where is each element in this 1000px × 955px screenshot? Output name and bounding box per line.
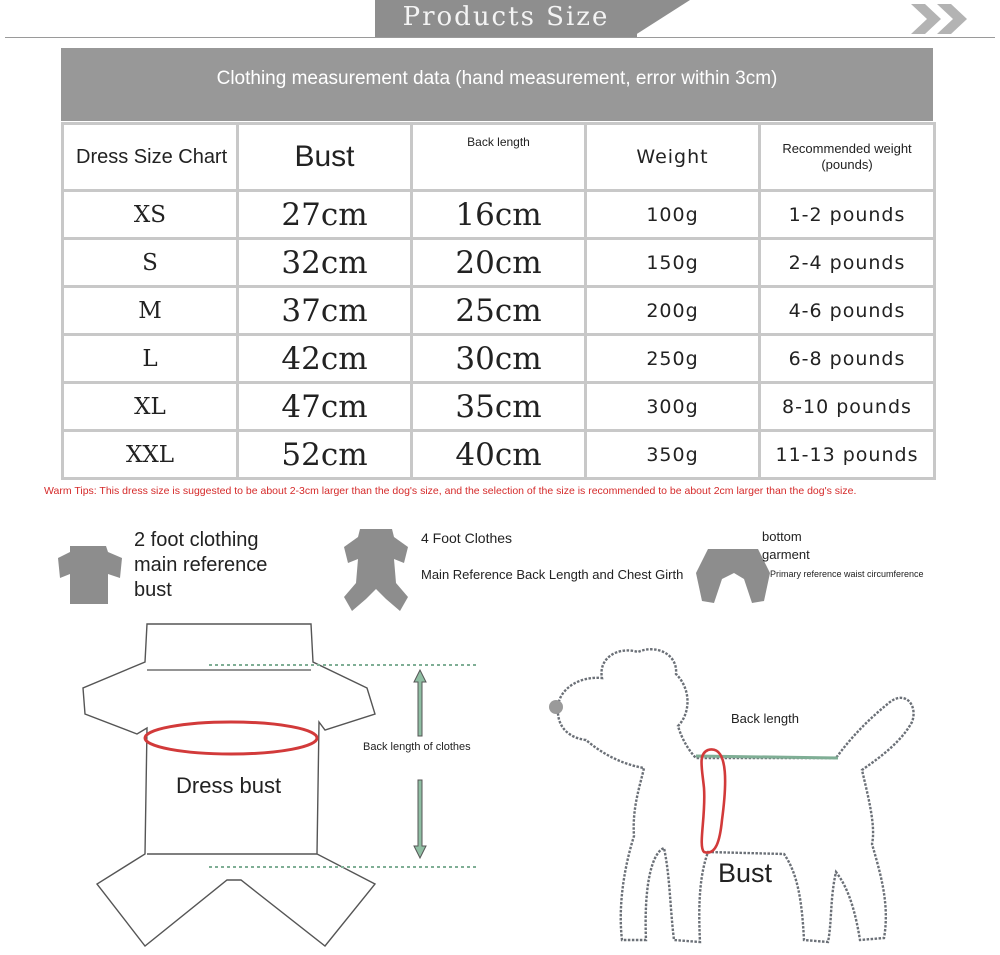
table-row (63, 191, 935, 239)
bust-cell: 32cm (238, 239, 412, 287)
size-cell: XXL (63, 431, 238, 479)
bust-cell: 42cm (238, 335, 412, 383)
bottom-garment-title: bottom (762, 529, 802, 544)
header-banner-slant (632, 0, 690, 37)
header-bust: Bust (238, 124, 412, 191)
weight-cell: 250g (586, 335, 760, 383)
recommended-unit: (pounds) (821, 157, 873, 172)
header-recommended-weight (760, 124, 935, 191)
dog-outline (558, 649, 914, 942)
header-weight: Weight (586, 124, 760, 191)
weight-cell: 150g (586, 239, 760, 287)
bottom-garment-reference: Primary reference waist circumference (770, 569, 924, 579)
back-length-cell: 16cm (412, 191, 586, 239)
table-header-row (63, 124, 935, 191)
warm-tips: Warm Tips: This dress size is suggested to be about 2-3cm larger than the dog's size, and the selection of the size is recommended to be about 2cm larger than the dog's size. (44, 485, 857, 497)
dog-diagram (540, 640, 940, 950)
bust-cell: 52cm (238, 431, 412, 479)
dog-back-length-line (696, 756, 838, 758)
clothes-back-length-label: Back length of clothes (363, 741, 471, 753)
recommended-cell: 2-4 pounds (760, 239, 935, 287)
weight-cell: 300g (586, 383, 760, 431)
double-chevron-right-icon (905, 0, 975, 38)
two-foot-title: 2 foot clothing (134, 529, 259, 551)
size-cell: XS (63, 191, 238, 239)
size-cell: L (63, 335, 238, 383)
table-row (63, 239, 935, 287)
bottom-garment-icon (694, 545, 772, 605)
weight-cell: 350g (586, 431, 760, 479)
back-length-cell: 30cm (412, 335, 586, 383)
recommended-cell: 6-8 pounds (760, 335, 935, 383)
bust-cell: 27cm (238, 191, 412, 239)
four-foot-clothes-icon (338, 525, 414, 613)
dress-bust-label: Dress bust (176, 773, 282, 798)
recommended-cell: 11-13 pounds (760, 431, 935, 479)
dog-bust-loop (702, 749, 726, 852)
dog-back-length-label: Back length (731, 711, 799, 726)
table-row (63, 383, 935, 431)
weight-cell: 100g (586, 191, 760, 239)
two-foot-reference: main reference (134, 554, 268, 576)
four-foot-reference: Main Reference Back Length and Chest Girth (421, 567, 684, 582)
size-table (61, 122, 936, 480)
size-cell: XL (63, 383, 238, 431)
two-foot-reference-part: bust (134, 579, 172, 601)
header-back-length: Back length (412, 124, 586, 191)
size-cell: M (63, 287, 238, 335)
bust-cell: 47cm (238, 383, 412, 431)
recommended-label: Recommended weight (782, 141, 912, 156)
back-length-cell: 20cm (412, 239, 586, 287)
dog-bust-label: Bust (718, 858, 773, 888)
table-row (63, 287, 935, 335)
header-divider (5, 37, 995, 38)
table-row (63, 431, 935, 479)
page-title: Products Size (402, 2, 610, 32)
bust-cell: 37cm (238, 287, 412, 335)
header-size-chart: Dress Size Chart (63, 124, 238, 191)
recommended-cell: 4-6 pounds (760, 287, 935, 335)
two-foot-shirt-icon (56, 540, 126, 608)
back-length-cell: 25cm (412, 287, 586, 335)
bottom-garment-guide (762, 528, 810, 564)
recommended-cell: 8-10 pounds (760, 383, 935, 431)
back-length-cell: 35cm (412, 383, 586, 431)
bottom-garment-title-2: garment (762, 547, 810, 562)
two-foot-guide (134, 528, 267, 603)
back-length-arrow (414, 670, 426, 858)
clothes-diagram (75, 618, 495, 948)
table-caption: Clothing measurement data (hand measurement, error within 3cm) (61, 48, 933, 121)
weight-cell: 200g (586, 287, 760, 335)
dog-nose (549, 700, 563, 714)
back-length-cell: 40cm (412, 431, 586, 479)
table-row (63, 335, 935, 383)
four-foot-title: 4 Foot Clothes (421, 530, 513, 546)
recommended-cell: 1-2 pounds (760, 191, 935, 239)
size-cell: S (63, 239, 238, 287)
